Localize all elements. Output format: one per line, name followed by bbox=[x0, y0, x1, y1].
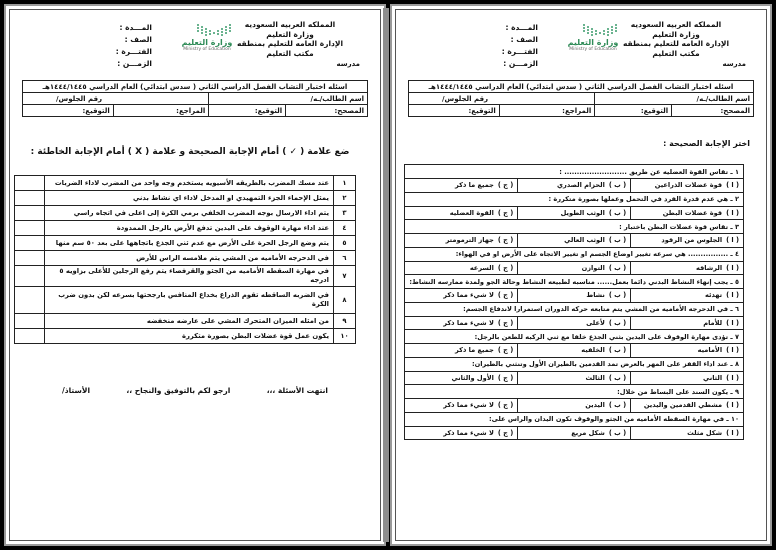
seat-number-label: رقم الجلوس/ bbox=[56, 94, 103, 103]
options-row bbox=[405, 426, 744, 440]
option-label: ( ج ) bbox=[497, 401, 514, 410]
option-text: تهدئه bbox=[704, 291, 723, 300]
option-b[interactable] bbox=[518, 179, 631, 193]
option-b[interactable] bbox=[518, 261, 631, 275]
field-grade: الصف : bbox=[510, 35, 538, 44]
answer-box[interactable] bbox=[15, 236, 45, 251]
statement-text: يتم وضع الرجل الحرة على الأرض مع عدم ثني الجذع باتجاهها على بعد ٥٠ سم منها bbox=[45, 236, 334, 251]
question-text: ٥ ـ يجب إنهاء النشاط البدني دائما بعمل...... مناسبه لطبيعه النشاط وحالة الجو ولمدة ممارسه النشاط: bbox=[405, 275, 744, 289]
ministry-of-education-logo-icon bbox=[558, 24, 628, 72]
answer-box[interactable] bbox=[15, 191, 45, 206]
answer-box[interactable] bbox=[15, 176, 45, 191]
options-row bbox=[405, 179, 744, 193]
exam-title: اسئله اختبار التشاب الفصل الدراسي الثاني ( سدس ابتدائي) العام الدراسي ١٤٤٤/١٤٤٥هـ bbox=[23, 81, 368, 93]
option-b[interactable] bbox=[518, 234, 631, 248]
option-text: لا شيء مما ذكر bbox=[443, 428, 494, 437]
page-frame bbox=[390, 4, 772, 546]
option-text: الحزام الصدري bbox=[557, 181, 605, 190]
option-a[interactable] bbox=[631, 261, 744, 275]
question-text: ١ ـ تقاس القوة العضليه عن طريق ......................... : bbox=[405, 165, 744, 179]
statement-text: عند اداء مهارة الوقوف على اليدين تدفع الأرض بالرجل الممدودة bbox=[45, 221, 334, 236]
table-row bbox=[15, 329, 356, 344]
statement-number: ١٠ bbox=[334, 329, 356, 344]
question-text: ١٠ ـ في مهارة السقطه الأماميه من الجثو والوقوف تكون اليدان والراس على: bbox=[405, 412, 744, 426]
exam-title: اسئله اختبار التشاب الفصل الدراسي الثاني ( سدس ابتدائي) العام الدراسي ١٤٤٤/١٤٤٥هـ bbox=[409, 81, 754, 93]
option-label: ( ج ) bbox=[497, 181, 514, 190]
page-header bbox=[408, 18, 754, 80]
option-a[interactable] bbox=[631, 289, 744, 303]
option-label: ( ب ) bbox=[608, 208, 627, 217]
option-text: لا شيء مما ذكر bbox=[443, 291, 494, 300]
multiple-choice-instruction: اختر الإجابة الصحيحة : bbox=[663, 139, 750, 148]
exam-info-table bbox=[22, 80, 368, 117]
option-a[interactable] bbox=[631, 179, 744, 193]
option-label: ( ا ) bbox=[726, 318, 739, 327]
option-label: ( ا ) bbox=[726, 291, 739, 300]
option-label: ( ب ) bbox=[608, 291, 627, 300]
option-text: شكل مثلث bbox=[687, 428, 723, 437]
statement-number: ٧ bbox=[334, 266, 356, 287]
statement-text: من امثله الميزان المتحرك المشي على عارضه منخفضه bbox=[45, 314, 334, 329]
statement-number: ٥ bbox=[334, 236, 356, 251]
option-a[interactable] bbox=[631, 371, 744, 385]
option-text: الخلفيه bbox=[581, 346, 605, 355]
options-row bbox=[405, 399, 744, 413]
grader-signature-field[interactable]: التوقيع: bbox=[595, 105, 672, 117]
answer-box[interactable] bbox=[15, 314, 45, 329]
end-of-questions-text: انتهت الأسئلة ،،، bbox=[266, 386, 328, 395]
grader-field[interactable]: المصحح: bbox=[286, 105, 368, 117]
reviewer-field[interactable]: المراجع: bbox=[113, 105, 208, 117]
org-line-office: مكتب التعليم bbox=[266, 48, 314, 58]
option-text: قوة عضلات الذراعين bbox=[654, 181, 723, 190]
option-c[interactable] bbox=[405, 371, 518, 385]
organization-block bbox=[616, 20, 746, 70]
option-text: الوثب الطويل bbox=[560, 208, 605, 217]
option-a[interactable] bbox=[631, 316, 744, 330]
statement-text: في الدحرجه الأماميه من المشي يتم ملامسه الراس للأرض bbox=[45, 251, 334, 266]
option-c[interactable] bbox=[405, 261, 518, 275]
option-text: الوثب العالي bbox=[564, 236, 605, 245]
option-text: للأمام bbox=[703, 318, 723, 327]
table-row bbox=[15, 266, 356, 287]
grader-signature-field[interactable]: التوقيع: bbox=[209, 105, 286, 117]
exam-fields bbox=[468, 22, 538, 70]
option-c[interactable] bbox=[405, 316, 518, 330]
exam-fields bbox=[82, 22, 152, 70]
org-line-office: مكتب التعليم bbox=[652, 48, 700, 58]
option-text: نشاط bbox=[586, 291, 605, 300]
option-text: الأماميه bbox=[697, 346, 723, 355]
question-text: ٨ ـ عند اداء القفز على المهر بالعرض تمد القدمين بالطيران الأول وتنثني بالطيران: bbox=[405, 357, 744, 371]
option-text: شكل مربع bbox=[571, 428, 605, 437]
answer-box[interactable] bbox=[15, 266, 45, 287]
page-paper bbox=[9, 9, 381, 541]
table-row bbox=[15, 176, 356, 191]
options-row bbox=[405, 289, 744, 303]
logo-text-arabic: وزارة التعليم bbox=[181, 38, 233, 47]
option-text: جهاز الترمومتر bbox=[445, 236, 494, 245]
option-label: ( ج ) bbox=[497, 291, 514, 300]
seat-number-field[interactable] bbox=[409, 93, 595, 105]
option-text: القوة العضليه bbox=[449, 208, 494, 217]
reviewer-signature-field[interactable]: التوقيع: bbox=[409, 105, 500, 117]
option-a[interactable] bbox=[631, 426, 744, 440]
page-header bbox=[22, 18, 368, 80]
table-row bbox=[15, 287, 356, 314]
option-text: قوة عضلات البطن bbox=[662, 208, 723, 217]
student-name-field[interactable]: اسم الطالب/ـه/ bbox=[595, 93, 754, 105]
seat-number-field[interactable] bbox=[23, 93, 209, 105]
logo-text-english: Ministry of Education bbox=[183, 47, 231, 52]
option-c[interactable] bbox=[405, 234, 518, 248]
org-line-kingdom: المملكه العربيه السعوديه bbox=[630, 20, 722, 29]
option-text: التوازن bbox=[581, 263, 605, 272]
option-label: ( ا ) bbox=[726, 346, 739, 355]
page-paper bbox=[395, 9, 767, 541]
option-c[interactable] bbox=[405, 426, 518, 440]
option-label: ( ا ) bbox=[726, 236, 739, 245]
option-label: ( ب ) bbox=[608, 373, 627, 382]
option-a[interactable] bbox=[631, 399, 744, 413]
field-period: الفتـــرة : bbox=[501, 47, 538, 56]
option-b[interactable] bbox=[518, 289, 631, 303]
table-row bbox=[15, 206, 356, 221]
option-label: ( ا ) bbox=[726, 428, 739, 437]
options-row bbox=[405, 344, 744, 358]
option-label: ( ب ) bbox=[608, 181, 627, 190]
logo-text-english: Ministry of Education bbox=[569, 47, 617, 52]
option-b[interactable] bbox=[518, 206, 631, 220]
option-text: جميع ما ذكر bbox=[455, 346, 494, 355]
option-text: السرعه bbox=[469, 263, 494, 272]
right-exam-page bbox=[386, 0, 776, 550]
answer-box[interactable] bbox=[15, 206, 45, 221]
option-text: مشطي القدمين واليدين bbox=[643, 401, 723, 410]
true-false-instruction: ضع علامة ( ✓ ) أمام الإجابة الصحيحة و علامة ( X ) أمام الإجابة الخاطئة : bbox=[30, 147, 350, 157]
ministry-of-education-logo-icon bbox=[172, 24, 242, 72]
logo-text-arabic: وزارة التعليم bbox=[567, 38, 619, 47]
option-label: ( ا ) bbox=[726, 401, 739, 410]
statement-text: يمثل الإحماء الجزء التمهيدي او المدخل لاداء اي نشاط بدني bbox=[45, 191, 334, 206]
option-b[interactable] bbox=[518, 371, 631, 385]
statement-text: في مهارة السقطه الأماميه من الجثو والقرفصاء يتم رفع الرجلين للأعلى بزاويه ٥ ادرجه bbox=[45, 266, 334, 287]
field-period: الفتـــرة : bbox=[115, 47, 152, 56]
options-row bbox=[405, 206, 744, 220]
option-label: ( ا ) bbox=[726, 263, 739, 272]
option-text: لا شيء مما ذكر bbox=[443, 401, 494, 410]
option-text: الثالث bbox=[585, 373, 605, 382]
table-row bbox=[15, 236, 356, 251]
field-duration: المـــدة : bbox=[505, 23, 538, 32]
statement-text: في الضربه الساقطه تقوم الذراع بخداع المنافس بارجحتها بسرعه لكن بدون ضرب الكرة bbox=[45, 287, 334, 314]
option-label: ( ج ) bbox=[497, 263, 514, 272]
option-label: ( ب ) bbox=[608, 401, 627, 410]
option-b[interactable] bbox=[518, 316, 631, 330]
option-label: ( ج ) bbox=[497, 236, 514, 245]
option-text: لأعلى bbox=[586, 318, 605, 327]
question-text: ٤ ـ ................ هي سرعه تغيير اوضاع الجسم او تغيير الاتجاه على الأرض او في الهواء: bbox=[405, 247, 744, 261]
table-row bbox=[15, 314, 356, 329]
option-c[interactable] bbox=[405, 344, 518, 358]
option-text: لا شيء مما ذكر bbox=[443, 318, 494, 327]
reviewer-signature-field[interactable]: التوقيع: bbox=[23, 105, 114, 117]
reviewer-field[interactable]: المراجع: bbox=[499, 105, 594, 117]
field-grade: الصف : bbox=[124, 35, 152, 44]
table-row bbox=[15, 221, 356, 236]
option-c[interactable] bbox=[405, 206, 518, 220]
option-label: ( ا ) bbox=[726, 373, 739, 382]
statement-text: يتم اداء الارسال بوجه المضرب الخلفي برمي الكرة إلى اعلى في اتجاه راسي bbox=[45, 206, 334, 221]
page-footer bbox=[22, 386, 368, 395]
option-a[interactable] bbox=[631, 206, 744, 220]
student-name-field[interactable]: اسم الطالب/ـه/ bbox=[209, 93, 368, 105]
org-line-directorate: الإدارة العامه للتعليم بمنطقه bbox=[236, 39, 344, 48]
option-label: ( ج ) bbox=[497, 346, 514, 355]
org-line-directorate: الإدارة العامه للتعليم بمنطقه bbox=[622, 39, 730, 48]
option-b[interactable] bbox=[518, 399, 631, 413]
question-text: ٢ ـ هي عدم قدرة الفرد في التحمل وعملها بصورة متكررة : bbox=[405, 192, 744, 206]
org-line-ministry: وزارة التعليم bbox=[266, 29, 314, 39]
organization-block bbox=[230, 20, 360, 70]
option-b[interactable] bbox=[518, 344, 631, 358]
true-false-table bbox=[14, 175, 356, 344]
table-row bbox=[15, 191, 356, 206]
option-text: جميع ما ذكر bbox=[455, 181, 494, 190]
statement-number: ٢ bbox=[334, 191, 356, 206]
option-label: ( ج ) bbox=[497, 373, 514, 382]
statement-number: ٤ bbox=[334, 221, 356, 236]
options-row bbox=[405, 261, 744, 275]
answer-box[interactable] bbox=[15, 221, 45, 236]
option-label: ( ج ) bbox=[497, 208, 514, 217]
options-row bbox=[405, 234, 744, 248]
option-a[interactable] bbox=[631, 344, 744, 358]
options-row bbox=[405, 371, 744, 385]
teacher-label: الأستاذ/ bbox=[62, 386, 91, 395]
option-label: ( ا ) bbox=[726, 208, 739, 217]
good-luck-text: ارجو لكم بالتوفيق والنجاح ،، bbox=[126, 386, 231, 395]
option-b[interactable] bbox=[518, 426, 631, 440]
answer-box[interactable] bbox=[15, 329, 45, 344]
org-line-kingdom: المملكه العربيه السعوديه bbox=[244, 20, 336, 29]
field-time: الزمـــن : bbox=[117, 59, 152, 68]
multiple-choice-table bbox=[404, 164, 744, 440]
answer-box[interactable] bbox=[15, 287, 45, 314]
statement-number: ٩ bbox=[334, 314, 356, 329]
option-text: الثاني bbox=[703, 373, 723, 382]
question-text: ٧ ـ تؤدى مهارة الوقوف على اليدين بثني الجذع خلفا مع ثني الركبه للطعن بالرجل: bbox=[405, 330, 744, 344]
exam-info-table bbox=[408, 80, 754, 117]
option-text: الرشاقه bbox=[695, 263, 723, 272]
option-label: ( ب ) bbox=[608, 346, 627, 355]
statement-text: يكون عمل قوة عضلات البطن بصورة متكررة bbox=[45, 329, 334, 344]
option-label: ( ب ) bbox=[608, 318, 627, 327]
option-label: ( ج ) bbox=[497, 428, 514, 437]
seat-number-label: رقم الجلوس/ bbox=[442, 94, 489, 103]
option-c[interactable] bbox=[405, 289, 518, 303]
statement-number: ١ bbox=[334, 176, 356, 191]
school-label: مدرسه bbox=[336, 60, 360, 68]
answer-box[interactable] bbox=[15, 251, 45, 266]
statement-text: عند مسك المضرب بالطريقه الأسيويه يستخدم وجه واحد من المضرب لاداء الضربات bbox=[45, 176, 334, 191]
statement-number: ٣ bbox=[334, 206, 356, 221]
option-label: ( ج ) bbox=[497, 318, 514, 327]
org-line-ministry: وزارة التعليم bbox=[652, 29, 700, 39]
statement-number: ٨ bbox=[334, 287, 356, 314]
school-label: مدرسه bbox=[722, 60, 746, 68]
page-gutter-divider bbox=[383, 8, 389, 542]
option-c[interactable] bbox=[405, 179, 518, 193]
option-a[interactable] bbox=[631, 234, 744, 248]
option-text: الجلوس من الرقود bbox=[661, 236, 723, 245]
option-label: ( ب ) bbox=[608, 263, 627, 272]
option-label: ( ا ) bbox=[726, 181, 739, 190]
option-c[interactable] bbox=[405, 399, 518, 413]
table-row bbox=[15, 251, 356, 266]
options-row bbox=[405, 316, 744, 330]
option-label: ( ب ) bbox=[608, 428, 627, 437]
option-text: اليدين bbox=[585, 401, 605, 410]
field-time: الزمـــن : bbox=[503, 59, 538, 68]
option-text: الأول والثاني bbox=[451, 373, 494, 382]
option-label: ( ب ) bbox=[608, 236, 627, 245]
statement-number: ٦ bbox=[334, 251, 356, 266]
page-frame bbox=[4, 4, 386, 546]
field-duration: المـــدة : bbox=[119, 23, 152, 32]
grader-field[interactable]: المصحح: bbox=[672, 105, 754, 117]
question-text: ٦ ـ في الدحرجه الأماميه من المشي يتم متابعه حركه الدوران استمرارا لاندفاع الجسم: bbox=[405, 302, 744, 316]
question-text: ٩ ـ يكون السند على البساط من خلال: bbox=[405, 385, 744, 399]
question-text: ٣ ـ تقاس قوة عضلات البطن باختبار : bbox=[405, 220, 744, 234]
